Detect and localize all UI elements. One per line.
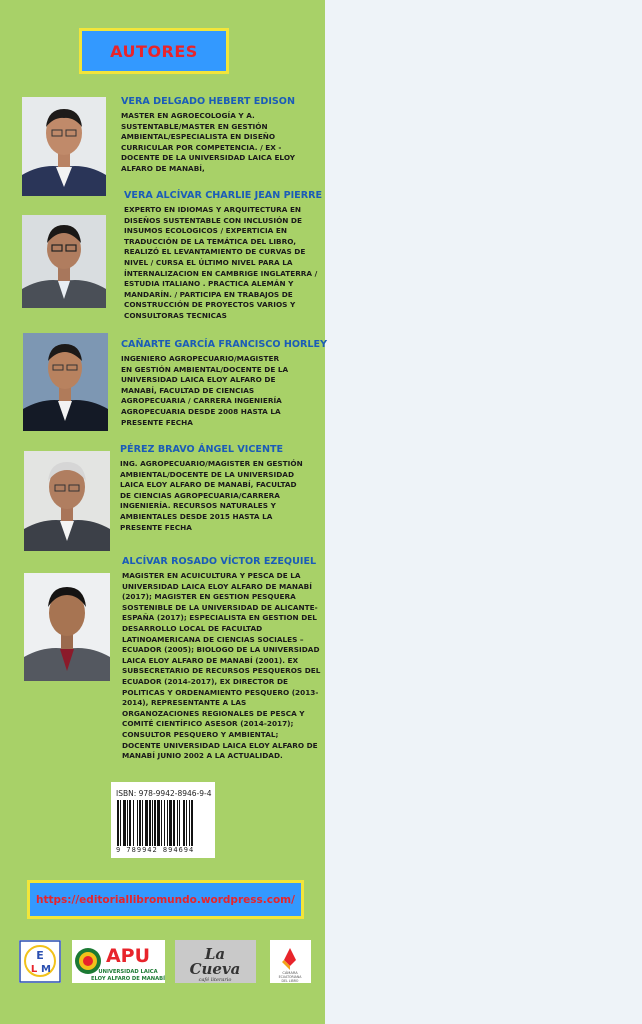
barcode-bar: [142, 800, 143, 846]
bio-line: ECUADOR (2005); BIOLOGO DE LA UNIVERSIDAD: [122, 645, 320, 655]
author-name: ALCÍVAR ROSADO VÍCTOR EZEQUIEL: [122, 556, 317, 567]
barcode-bar: [161, 800, 162, 846]
barcode-bar: [189, 800, 190, 846]
bio-line: LAICA ELOY ALFARO DE MANABÍ, FACULTAD: [120, 480, 297, 490]
barcode-bar: [186, 800, 187, 846]
bio-line: INSUMOS ECOLOGICOS / EXPERTICIA EN: [124, 226, 287, 236]
website-url[interactable]: https://editoriallibromundo.wordpress.com/: [36, 893, 295, 906]
bio-line: UNIVERSIDAD LAICA ELOY ALFARO DE MANABÍ: [122, 581, 312, 591]
svg-text:La: La: [204, 945, 226, 963]
svg-text:M: M: [41, 964, 51, 975]
bio-line: CONSULTOR PESQUERO Y AMBIENTAL;: [122, 729, 279, 739]
author-entry: [121, 96, 295, 175]
barcode-bar: [157, 800, 160, 846]
bio-line: SUSTENTABLE/MASTER EN GESTIÓN: [121, 121, 268, 131]
barcode-bar: [173, 800, 175, 846]
bio-line: MASTER EN AGROECOLOGÍA Y A.: [121, 111, 255, 120]
bio-line: MANABÍ, FACULTAD DE CIENCIAS: [121, 385, 255, 395]
bio-line: TRADUCCIÓN DE LA TEMÁTICA DEL LIBRO,: [124, 236, 297, 246]
bio-line: DE CIENCIAS AGROPECUARIA/CARRERA: [120, 490, 280, 500]
author-photo: [22, 215, 106, 308]
author-entry: [120, 444, 303, 533]
barcode-bar: [169, 800, 172, 846]
barcode-bar: [149, 800, 151, 846]
bio-line: SUBSECRETARIO DE RECURSOS PESQUEROS DEL: [122, 666, 321, 676]
barcode-bar: [120, 800, 121, 846]
authors-title-box: [79, 28, 229, 74]
svg-text:E: E: [36, 949, 44, 962]
barcode-bar: [123, 800, 126, 846]
barcode-bar: [139, 800, 141, 846]
author-bio: [122, 571, 320, 762]
author-name: CAÑARTE GARCÍA FRANCISCO HORLEY: [121, 339, 328, 350]
website-link-box[interactable]: [27, 880, 304, 919]
bio-line: AGROPECUARIA / CARRERA INGENIERÍA: [121, 396, 282, 406]
barcode-bar: [117, 800, 119, 846]
barcode-bar: [179, 800, 180, 846]
blank-page-area: [325, 0, 642, 1024]
bio-line: AMBIENTAL/DOCENTE DE LA UNIVERSIDAD: [120, 469, 295, 479]
svg-text:café literario: café literario: [198, 977, 232, 983]
barcode-bar: [154, 800, 156, 846]
barcode-bar: [164, 800, 165, 846]
bio-line: MANABÍ JUNIO 2002 A LA ACTUALIDAD.: [122, 751, 283, 761]
barcode-bar: [177, 800, 178, 846]
bio-line: AMBIENTALES DESDE 2015 HASTA LA: [120, 511, 273, 521]
elm-logo: [19, 940, 61, 983]
author-name: VERA ALCÍVAR CHARLIE JEAN PIERRE: [124, 190, 323, 201]
authors-title: AUTORES: [110, 41, 198, 61]
bio-line: MANDARÍN. / PARTICIPA EN TRABAJOS DE: [124, 289, 293, 299]
bio-line: ALFARO DE MANABÍ,: [121, 163, 205, 173]
barcode-bar: [129, 800, 131, 846]
svg-text:ELOY ALFARO DE MANABÍ: ELOY ALFARO DE MANABÍ: [90, 976, 165, 982]
bio-line: INGENIERO AGROPECUARIO/MAGISTER: [121, 354, 280, 363]
barcode-bar: [127, 800, 128, 846]
bio-line: ESPAÑA (2017); ESPECIALISTA EN GESTION DEL: [122, 613, 317, 623]
svg-text:ECUATORIANA: ECUATORIANA: [278, 975, 302, 979]
bio-line: EXPERTO EN IDIOMAS Y ARQUITECTURA EN: [124, 205, 302, 214]
bio-line: CONSULTORAS TECNICAS: [124, 310, 227, 320]
bio-line: ÍNTERNALIZACION EN CAMBRIGE INGLATERRA /: [124, 268, 318, 278]
author-photo: [22, 97, 106, 196]
camara-libro-logo: [270, 940, 311, 983]
svg-text:Cueva: Cueva: [189, 960, 241, 978]
svg-text:DEL LIBRO: DEL LIBRO: [281, 979, 299, 983]
author-photo: [24, 451, 110, 551]
bio-line: ORGANOZACIONES REGIONALES DE PESCA Y: [122, 708, 305, 718]
bio-line: DOCENTE DE LA UNIVERSIDAD LAICA ELOY: [121, 153, 296, 163]
barcode-bar: [145, 800, 148, 846]
bio-line: MAGISTER EN ACUICULTURA Y PESCA DE LA: [122, 571, 301, 580]
author-bio: [124, 205, 322, 322]
barcode-bar: [183, 800, 185, 846]
bio-line: COMITÉ CIENTÍFICO ASESOR (2014-2017);: [122, 719, 294, 729]
isbn-digits: 9 789942 894694: [116, 846, 195, 854]
bio-line: LATINOAMERICANA DE CIENCIAS SOCIALES –: [122, 634, 304, 644]
bio-line: DOCENTE UNIVERSIDAD LAICA ELOY ALFARO DE: [122, 740, 318, 750]
barcode-bar: [133, 800, 134, 846]
author-entry: [121, 339, 327, 428]
bio-line: REALIZÓ EL LEVANTAMIENTO DE CURVAS DE: [124, 247, 306, 257]
barcode-bar: [137, 800, 138, 846]
svg-text:L: L: [30, 964, 38, 975]
author-bio: [121, 111, 295, 175]
bio-line: CURRICULAR POR COMPETENCIA. / EX -: [121, 142, 282, 152]
svg-text:CÁMARA: CÁMARA: [282, 971, 298, 975]
bio-line: POLITICAS Y ORDENAMIENTO PESQUERO (2013-: [122, 687, 319, 697]
bio-line: ESTUDIA ITALIANO . PRACTICA ALEMÁN Y: [124, 279, 294, 289]
bio-line: PRESENTE FECHA: [121, 417, 193, 427]
isbn-label: ISBN: 978-9942-8946-9-4: [116, 789, 212, 798]
bio-line: AMBIENTAL/ESPECIALISTA EN DISEÑO: [121, 132, 276, 142]
uleam-apu-logo: [72, 940, 165, 983]
svg-text:UNIVERSIDAD LAICA: UNIVERSIDAD LAICA: [98, 969, 158, 975]
bio-line: PRESENTE FECHA: [120, 522, 192, 532]
author-name: VERA DELGADO HEBERT EDISON: [121, 96, 295, 107]
bio-line: ECUADOR (2014-2017), EX DIRECTOR DE: [122, 676, 288, 686]
bio-line: DESARROLLO LOCAL DE FACULTAD: [122, 623, 263, 633]
bio-line: (2017); MAGISTER EN GESTION PESQUERA: [122, 592, 296, 602]
author-bio: [120, 459, 303, 533]
bio-line: INGENIERÍA. RECURSOS NATURALES Y: [120, 501, 276, 511]
barcode-bar: [191, 800, 193, 846]
bio-line: AGROPECUARIA DESDE 2008 HASTA LA: [121, 406, 281, 416]
bio-line: EN GESTIÓN AMBIENTAL/DOCENTE DE LA: [121, 364, 289, 374]
bio-line: CONSTRUCCIÓN DE PROYECTOS VARIOS Y: [124, 300, 296, 310]
barcode-bars: [117, 800, 209, 846]
svg-text:APU: APU: [105, 945, 151, 967]
bio-line: NIVEL / CURSA EL ÚLTIMO NIVEL PARA LA: [124, 257, 293, 267]
barcode-bar: [167, 800, 168, 846]
author-photo: [24, 573, 110, 681]
bio-line: SOSTENIBLE DE LA UNIVERSIDAD DE ALICANTE-: [122, 602, 318, 612]
author-photo: [23, 333, 108, 431]
bio-line: ING. AGROPECUARIO/MAGISTER EN GESTIÓN: [120, 459, 303, 468]
bio-line: 2014), REPRESENTANTE A LAS: [122, 698, 247, 708]
author-bio: [121, 354, 327, 428]
isbn-barcode: [111, 782, 215, 858]
barcode-bar: [152, 800, 153, 846]
bio-line: LAICA ELOY ALFARO DE MANABÍ (2001). EX: [122, 655, 299, 665]
bio-line: UNIVERSIDAD LAICA ELOY ALFARO DE: [121, 375, 276, 385]
author-entry: [122, 556, 320, 762]
author-entry: [124, 190, 322, 322]
la-cueva-logo: [175, 940, 256, 983]
author-name: PÉREZ BRAVO ÁNGEL VICENTE: [120, 444, 284, 455]
bio-line: DISEÑOS SUSTENTABLE CON INCLUSIÓN DE: [124, 215, 302, 225]
